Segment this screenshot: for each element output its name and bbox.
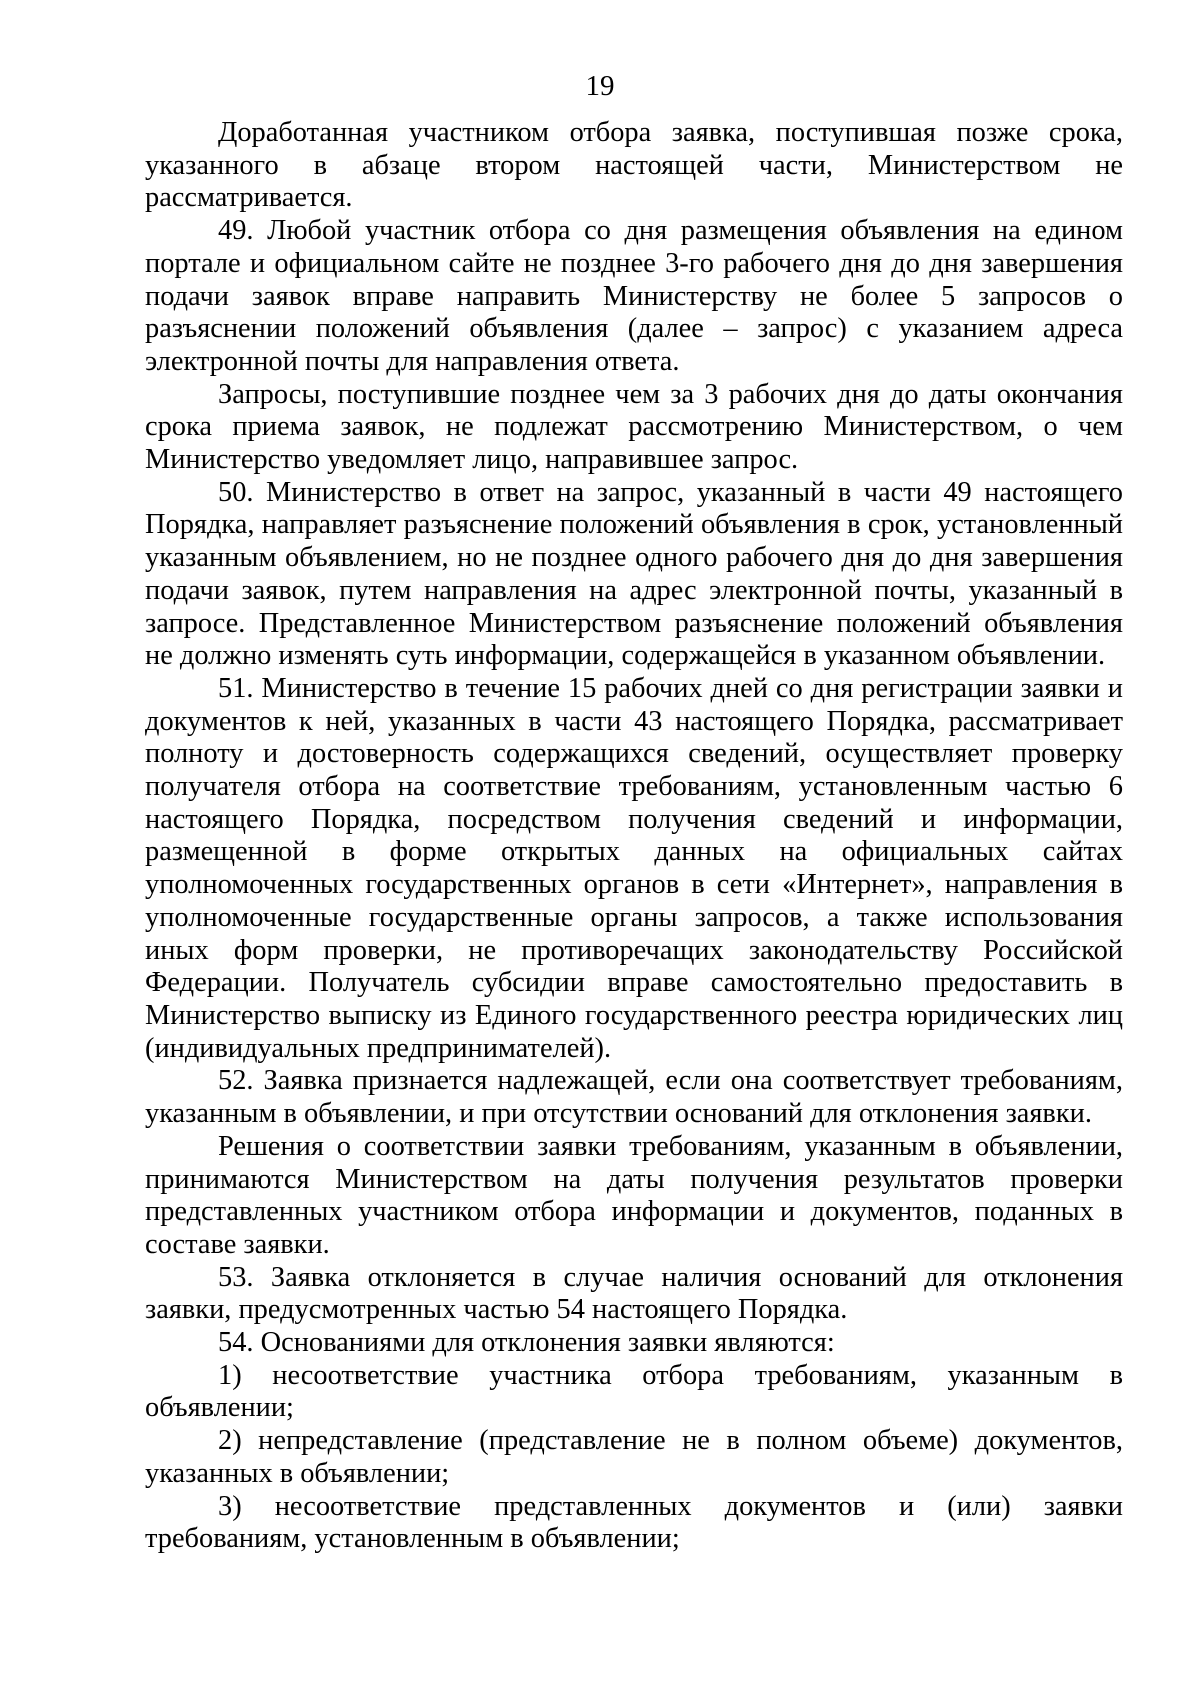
paragraph-54: 54. Основаниями для отклонения заявки являются: xyxy=(218,1327,835,1359)
paragraph-revised-application: Доработанная участником отбора заявка, поступившая позже срока, указанного в абзаце втором настоящей части, Министерством не рассматривается. xyxy=(145,117,1123,214)
list-item-1: 1) несоответствие участника отбора требованиям, указанным в объявлении; xyxy=(145,1359,1123,1424)
paragraph-53: 53. Заявка отклоняется в случае наличия оснований для отклонения заявки, предусмотренных частью 54 настоящего Порядка. xyxy=(145,1261,1123,1326)
paragraph-decisions: Решения о соответствии заявки требованиям, указанным в объявлении, принимаются Министерством на даты получения результатов проверки представленных участником отбора информации и документов, поданных в составе заявки. xyxy=(145,1130,1123,1260)
list-item-3: 3) несоответствие представленных документов и (или) заявки требованиям, установленным в объявлении; xyxy=(145,1490,1123,1555)
paragraph-49: 49. Любой участник отбора со дня размещения объявления на едином портале и официальном сайте не позднее 3-го рабочего дня до дня завершения подачи заявок вправе направить Министерству не более 5 запросов о разъяснении положений объявления (далее – запрос) с указанием адреса электронной почты для направления ответа. xyxy=(145,215,1123,377)
document-body xyxy=(145,117,1123,1556)
paragraph-50: 50. Министерство в ответ на запрос, указанный в части 49 настоящего Порядка, направляет разъяснение положений объявления в срок, установленный указанным объявлением, но не позднее одного рабочего дня до дня завершения подачи заявок, путем направления на адрес электронной почты, указанный в запросе. Представленное Министерством разъяснение положений объявления не должно изменять суть информации, содержащейся в указанном объявлении. xyxy=(145,476,1123,672)
paragraph-51: 51. Министерство в течение 15 рабочих дней со дня регистрации заявки и документов к ней, указанных в части 43 настоящего Порядка, рассматривает полноту и достоверность содержащихся сведений, осуществляет проверку получателя отбора на соответствие требованиям, установленным частью 6 настоящего Порядка, посредством получения сведений и информации, размещенной в форме открытых данных на официальных сайтах уполномоченных государственных органов в сети «Интернет», направления в уполномоченные государственные органы запросов, а также использования иных форм проверки, не противоречащих законодательству Российской Федерации. Получатель субсидии вправе самостоятельно предоставить в Министерство выписку из Единого государственного реестра юридических лиц (индивидуальных предпринимателей). xyxy=(145,672,1123,1064)
paragraph-52: 52. Заявка признается надлежащей, если она соответствует требованиям, указанным в объявлении, и при отсутствии оснований для отклонения заявки. xyxy=(145,1065,1123,1130)
page-number: 19 xyxy=(585,70,615,102)
paragraph-late-requests: Запросы, поступившие позднее чем за 3 рабочих дня до даты окончания срока приема заявок, не подлежат рассмотрению Министерством, о чем Министерство уведомляет лицо, направившее запрос. xyxy=(145,378,1123,476)
list-item-2: 2) непредставление (представление не в полном объеме) документов, указанных в объявлении; xyxy=(145,1425,1123,1489)
